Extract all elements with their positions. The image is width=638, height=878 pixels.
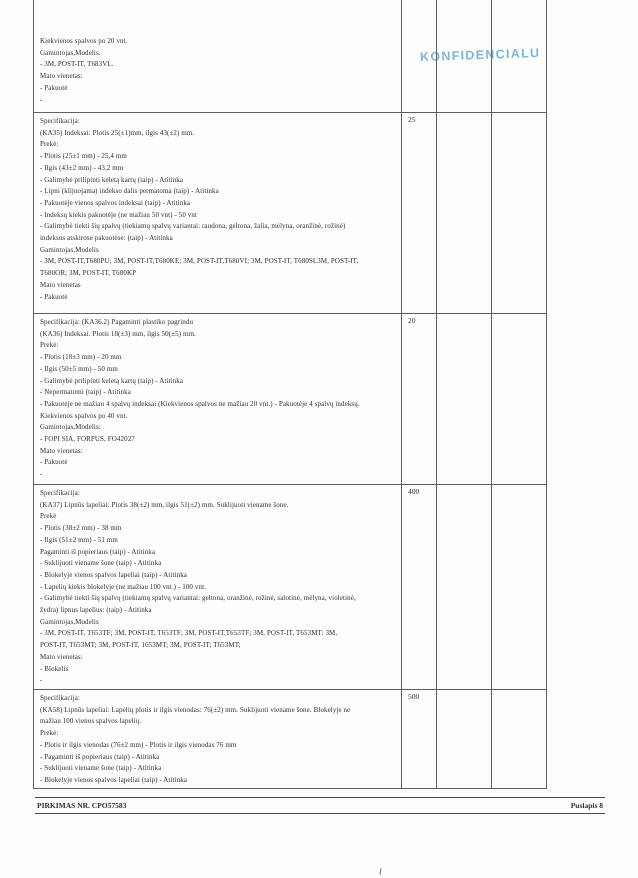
spec-line: Specifikacija: (KA36.2) Pagaminti plastiko pagrindu [40, 318, 194, 326]
spec-line: - Nepermatomi (taip) - Atitinka [40, 388, 131, 397]
spec-line: - Pakuotė [40, 458, 68, 467]
table-row [34, 113, 546, 314]
spec-line: - Suklijuoti viename šone (taip) - Atitinka [40, 764, 162, 773]
spec-line: indeksus atskirose pakuotėse: (taip) - Atitinka [40, 234, 173, 243]
blank-cell-2 [492, 314, 546, 484]
qty-value: 500 [408, 692, 420, 701]
confidential-watermark: KONFIDENCIALU [419, 45, 541, 65]
qty-value: 20 [408, 316, 416, 325]
spec-line: Specifikacija: [40, 694, 80, 702]
spec-line: Kiekvienos spalvos po 20 vnt. [40, 37, 128, 45]
spec-line: - Plotis (25±1 mm) - 25,4 mm [40, 152, 127, 161]
spec-line: - Pakuotėje vienos spalvos indeksai (taip) - Atitinka [40, 198, 191, 207]
spec-line: Prekė: [40, 341, 59, 350]
table-row [34, 0, 546, 113]
spec-line: - Blokelyje vienos spalvos lapeliai (taip) - Atitinka [40, 775, 188, 784]
spec-line: Gamintojas,Modelis [40, 245, 99, 254]
spec-line: POST-IT, T653MT; 3M, POST-IT, 1653MT; 3M, POST-IT; T653MT; [40, 641, 241, 650]
spec-line: (KA37) Lipnūs lapeliai: Plotis 38(±2) mm, ilgis 51(±2) mm. Suklijuoti viename šone. [40, 500, 289, 509]
spec-line: Mato vienetas: [40, 652, 83, 661]
spec-line: žydra) lipnus lapelius: (taip) - Atitinka [40, 606, 152, 615]
spec-line: Specifikacija: [40, 117, 80, 125]
spec-line: Prekė [40, 512, 57, 521]
spec-line: - Ilgis (51±2 mm) - 51 mm [40, 535, 118, 544]
spec-line: - Indeksų kiekis pakuotėje (ne mažiau 50 vnt) - 50 vnt [40, 210, 198, 219]
spec-line: - Blokelis [40, 664, 69, 673]
procurement-number: PIRKIMAS NR. CPO57583 [37, 801, 127, 810]
spec-table [33, 0, 547, 789]
spec-line: Prekė: [40, 140, 59, 149]
spec-line: - 3M, POST-IT, T683VL. [40, 60, 114, 69]
spec-line: - Galimybė tiekti šių spalvų (tiekiamų spalvų variantai: geltona, oranžinė, rožinė, salotinė, mėlyna, violetinė, [40, 594, 356, 603]
spec-line: Specifikacija: [40, 489, 80, 497]
spec-line: - [40, 676, 43, 685]
blank-cell-1 [437, 314, 492, 484]
blank-cell-2 [492, 0, 546, 112]
qty-cell [402, 690, 437, 788]
spec-cell [34, 690, 402, 788]
spec-line: - [40, 95, 43, 104]
qty-value: 25 [408, 115, 416, 124]
blank-cell-1 [437, 690, 492, 788]
spec-line: - Ilgis (50±5 mm) - 50 mm [40, 364, 118, 373]
spec-line: - 3M, POST-IT, T653TF; 3M, POST-IT, T653TF; 3M, POST-IT,T653TF; 3M, POST-IT, T653MT: 3M, [40, 629, 338, 638]
spec-line: - Galimybė prilipinti keletą kartų (taip) - Atitinka [40, 175, 184, 184]
qty-cell [402, 485, 437, 689]
spec-line: - Galimybė prilipinti keletą kartų (taip) - Atitinka [40, 376, 184, 385]
spec-line: - Plotis ir ilgis vienodas (76±2 mm) - Plotis ir ilgis vienodas 76 mm [40, 740, 237, 749]
spec-line: Mato vienetas: [40, 72, 83, 81]
page-number: Puslapis 8 [570, 801, 603, 810]
spec-line: (KA36) Indeksai. Plotis 18(±3) mm, ilgis 50(±5) mm. [40, 329, 196, 338]
blank-cell-1 [437, 485, 492, 689]
spec-line: - Lapelių kiekis blokelyje (ne mažiau 100 vnt.) - 100 vnt. [40, 582, 206, 591]
spec-line: Mato vienetas [40, 280, 81, 289]
spec-line: - Pakuotė [40, 292, 68, 301]
spec-line: - Galimybė tiekti šių spalvų (tiekiamų spalvų variantai: raudona, geltona, žalia, mėlyna, oranžinė, rožinė) [40, 222, 346, 231]
qty-cell [402, 113, 437, 313]
blank-cell-2 [492, 113, 546, 313]
spec-cell [34, 314, 402, 484]
spec-line: - Lipni (klijuojama) indekso dalis permatoma (taip) - Atitinka [40, 187, 219, 196]
blank-cell-2 [492, 485, 546, 689]
spec-line: - Plotis (38±2 mm) - 38 mm [40, 524, 122, 533]
spec-line: - Pakuotė [40, 83, 68, 92]
spec-line: T680OR; 3M, POST-IT, T680KP [40, 269, 137, 278]
spec-line: - Suklijuoti viename šone (taip) - Atitinka [40, 559, 162, 568]
qty-cell [402, 0, 437, 112]
spec-line: - [40, 470, 43, 479]
qty-cell [402, 314, 437, 484]
spec-cell [34, 485, 402, 689]
spec-line: - Pagaminti iš popieriaus (taip) - Atitinka [40, 752, 160, 761]
spec-line: - Pakuotėje ne mažiau 4 spalvų indeksai (Kiekvienos spalvos ne mažiau 20 vnt.) - Pakuotėje 4 spalvų indeksų. [40, 399, 360, 408]
spec-line: - Blokelyje vienos spalvos lapeliai (taip) - Atitinka [40, 570, 188, 579]
spec-line: - Plotis (18±3 mm) - 20 mm [40, 353, 122, 362]
spec-line: Gamintojas,Modelis: [40, 423, 101, 432]
table-row [34, 314, 546, 485]
spec-line: - Ilgis (43±2 mm) - 43,2 mm [40, 163, 124, 172]
blank-cell-1 [437, 113, 492, 313]
spec-line: mažiau 100 vienos spalvos lapelių. [40, 717, 142, 726]
spec-line: - FOPI SIA, FORPUS, FO42027 [40, 435, 135, 444]
spec-cell [34, 0, 402, 112]
spec-line: Prekė: [40, 729, 59, 738]
spec-line: (KA58) Lipnūs lapeliai: Lapelių plotis ir ilgis vienodas: 76(±2) mm. Suklijuoti viename šone. Blokelyje ne [40, 705, 351, 714]
spec-line: (KA35) Indeksai: Plotis 25(±1)mm, ilgis 43(±2) mm. [40, 128, 195, 137]
table-row [34, 485, 546, 690]
blank-cell-2 [492, 690, 546, 788]
spec-line: Pagaminti iš popieriaus (taip) - Atitinka [40, 547, 156, 556]
spec-line: Mato vienetas: [40, 446, 83, 455]
qty-value: 400 [408, 487, 420, 496]
table-row [34, 690, 546, 789]
spec-line: Gamintojas,Modelis. [40, 48, 101, 57]
page-footer [35, 797, 605, 814]
scan-artifact [380, 868, 382, 875]
spec-line: Kiekvienos spalvos po 40 vnt. [40, 411, 128, 420]
spec-line: - 3M, POST-IT,T680PU; 3M, POST-IT,T680KE; 3M, POST-IT,T680VI; 3M, POST-IT, T680SL3M, POST-IT, [40, 257, 359, 266]
blank-cell-1 [437, 0, 492, 112]
spec-cell [34, 113, 402, 313]
spec-line: Gamintojas,Modelis [40, 617, 99, 626]
